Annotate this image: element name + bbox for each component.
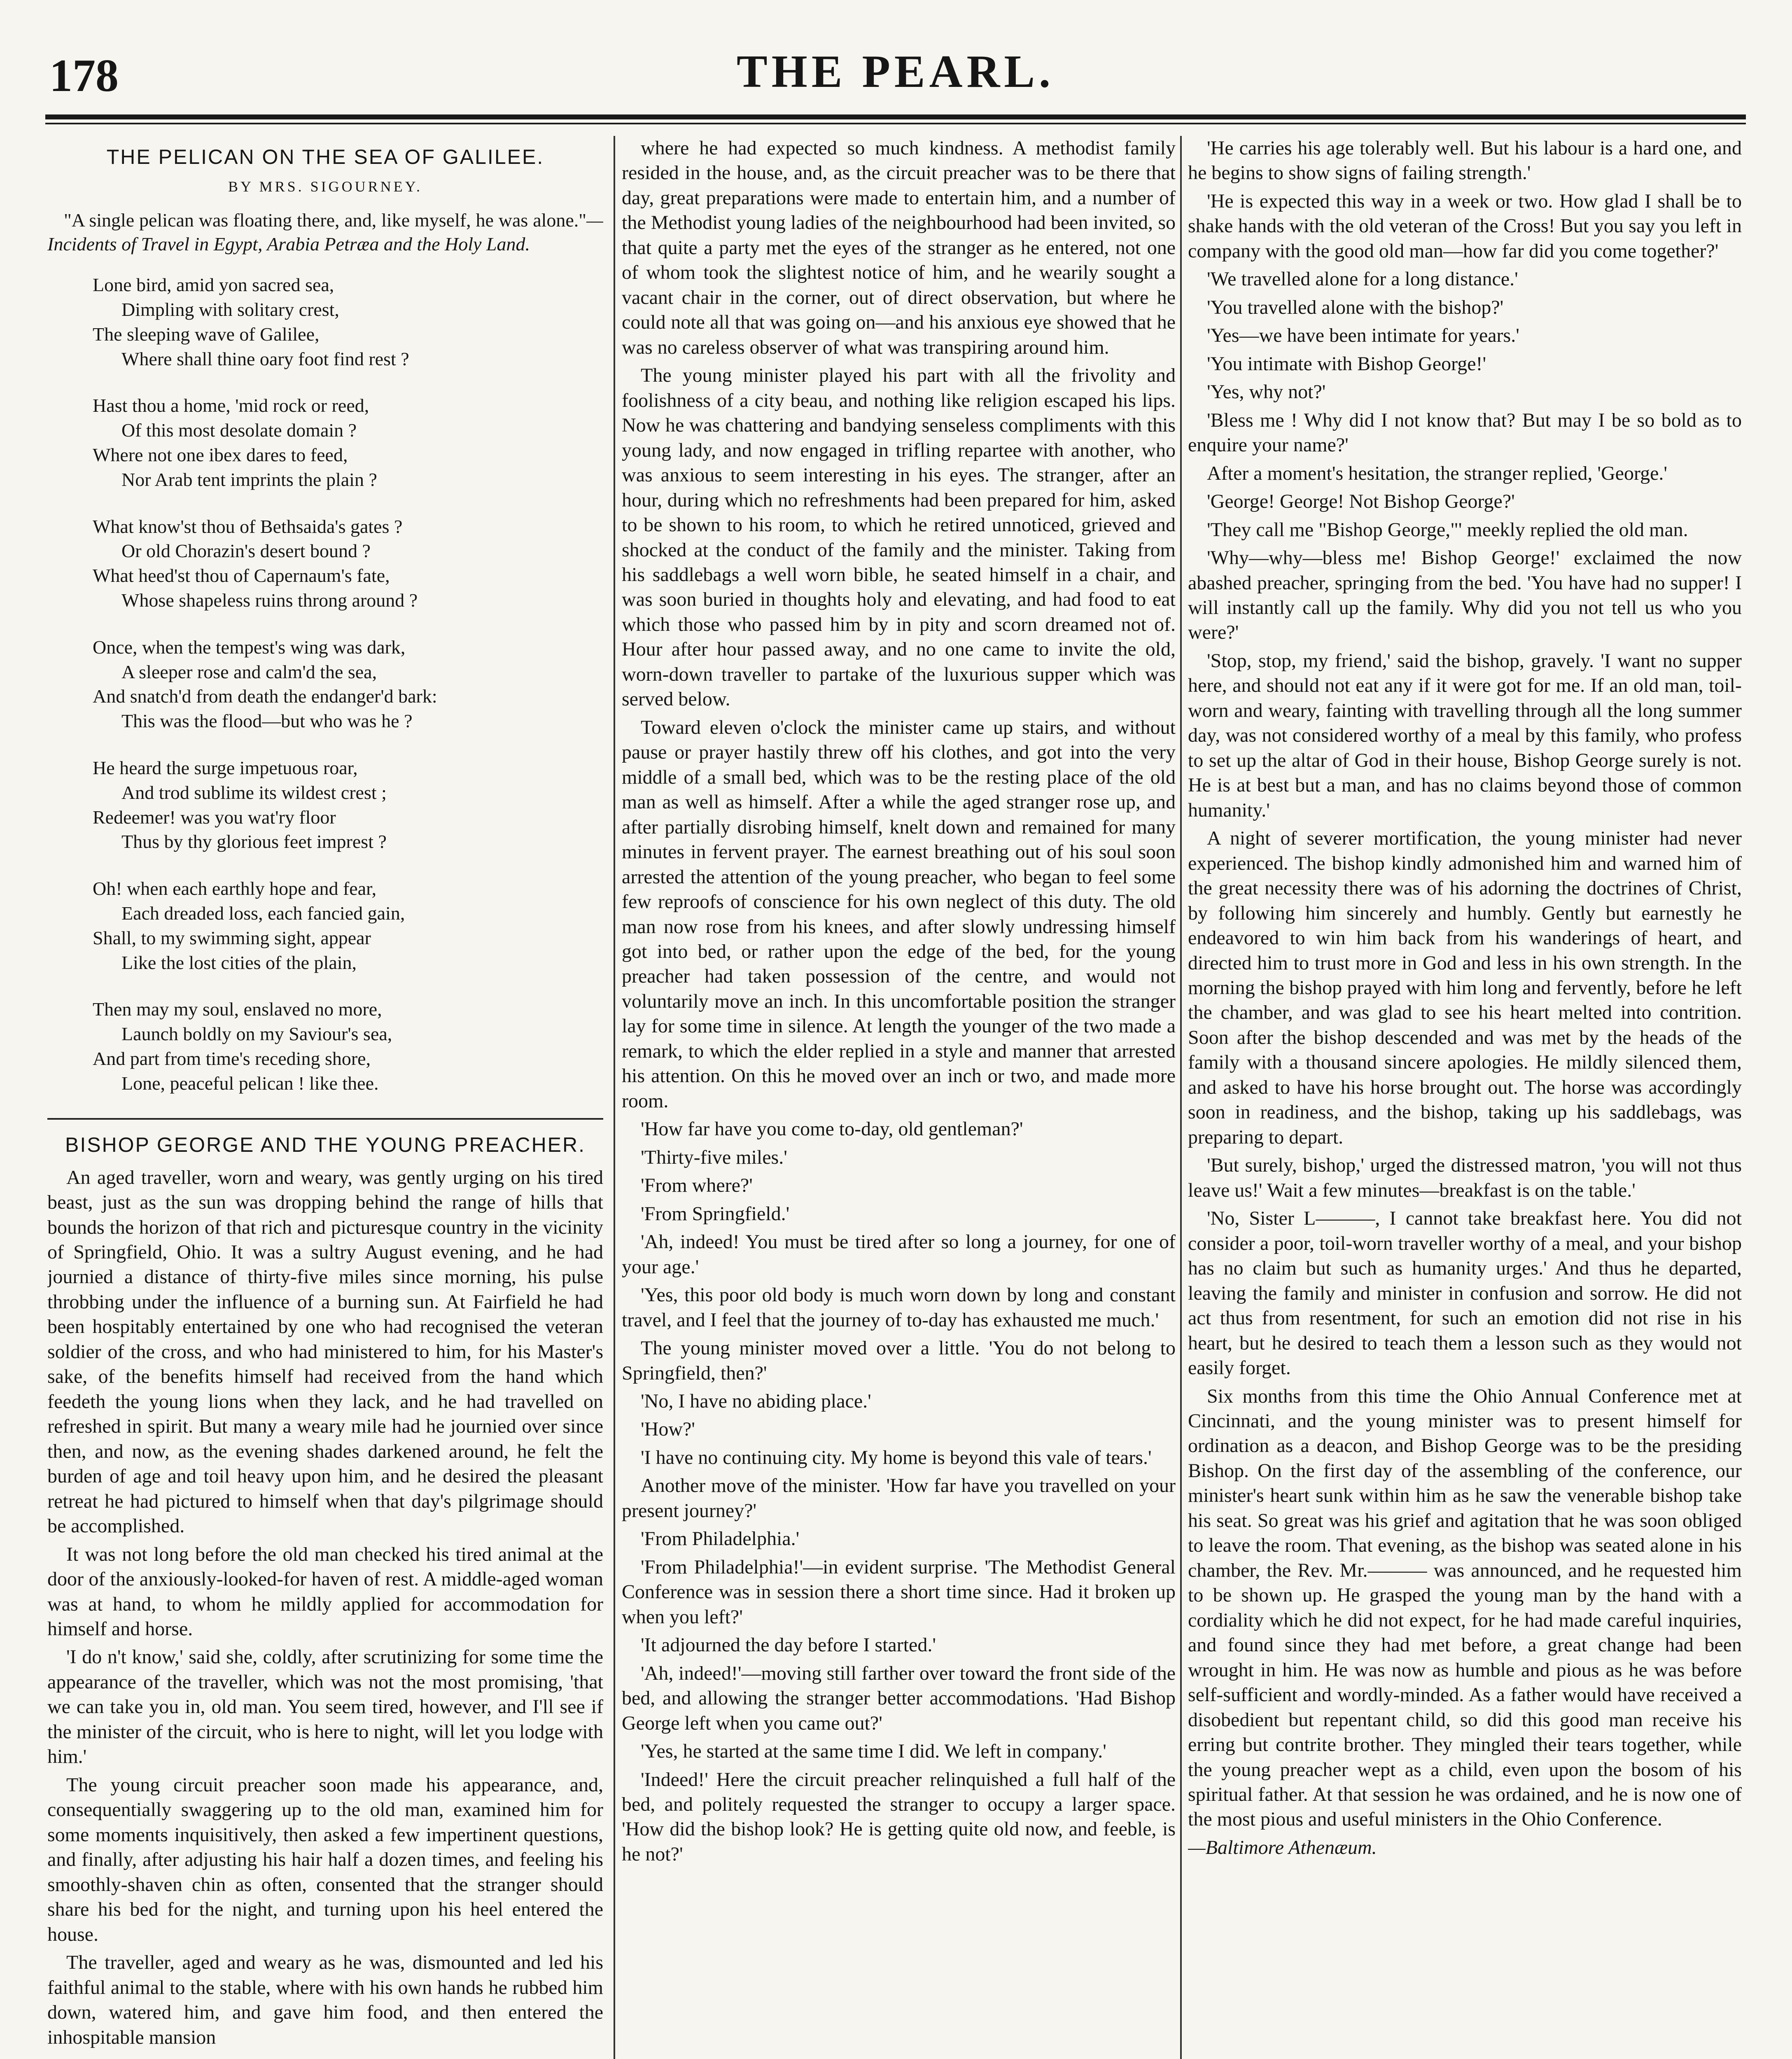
article-paragraph: 'Yes, he started at the same time I did. We left in company.'	[641, 1740, 1106, 1763]
article-body-col3	[1188, 136, 1742, 1860]
column-1	[47, 136, 603, 2059]
article-paragraph: 'They call me "Bishop George,"' meekly replied the old man.	[1207, 518, 1688, 541]
article-paragraph: 'From where?'	[641, 1174, 753, 1197]
epigraph-quote: "A single pelican was floating there, and, like myself, he was alone."	[64, 210, 587, 231]
article-paragraph: The young minister moved over a little. 'You do not belong to Springfield, then?'	[622, 1337, 1176, 1384]
article-paragraph: 'Bless me ! Why did I not know that? But may I be so bold as to enquire your name?'	[1188, 409, 1742, 456]
article-paragraph: Toward eleven o'clock the minister came up stairs, and without pause or prayer hastily threw off his clothes, and got into the very middle of a small bed, which was to be the resting place of the old man as well as himself. After a while the aged stranger rose up, and after partially disrobing himself, knelt down and remained for many minutes in fervent prayer. The earnest breathing out of his soul soon arrested the attention of the young preacher, who began to feel some few reproofs of conscience for his own neglect of this duty. The old man now rose from his knees, and after slowly undressing himself got into bed, or rather upon the edge of the bed, for the young preacher had taken possession of the centre, and would not voluntarily move an inch. In this uncomfortable position the stranger lay for some time in silence. At length the younger of the two made a remark, to which the elder replied in a style and manner that arrested his attention. On this he moved over an inch or two, and made more room.	[622, 716, 1176, 1112]
masthead-rule-thin	[45, 123, 1746, 124]
poem-line: The sleeping wave of Galilee,	[93, 323, 320, 345]
poem-epigraph	[47, 208, 603, 256]
article-paragraph: where he had expected so much kindness. A methodist family resided in the house, and, as the circuit preacher was to be there that day, great preparations were made to entertain him, and a number of the Methodist young ladies of the neighbourhood had been invited, so that quite a party met the eyes of the stranger as he entered, not one of whom took the slightest notice of him, and he wearily sought a vacant chair in the corner, out of direct observation, but where he could note all that was going on—and his anxious eye showed that he was no careless observer of what was transpiring around him.	[622, 137, 1176, 358]
journal-title: THE PEARL.	[736, 46, 1055, 97]
poem-stanza	[93, 876, 603, 975]
poem-line: Redeemer! was you wat'ry floor	[93, 806, 336, 828]
poem-line: Whose shapeless ruins throng around ?	[121, 590, 418, 611]
poem-line: Then may my soul, enslaved no more,	[93, 999, 382, 1020]
column-rule-left	[614, 136, 615, 2059]
article-paragraph: 'We travelled alone for a long distance.'	[1207, 268, 1518, 290]
article-paragraph: 'Yes—we have been intimate for years.'	[1207, 324, 1519, 347]
poem-line: And part from time's receding shore,	[93, 1048, 371, 1069]
section-divider	[47, 1118, 603, 1120]
article-paragraph: 'I do n't know,' said she, coldly, after scrutinizing for some time the appearance of the traveller, which was not the most promising, 'that we can take you in, old man. You seem tired, however, and I'll see if the minister of the circuit, who is here to night, will let you lodge with him.'	[47, 1646, 603, 1768]
article-paragraph: A night of severer mortification, the young minister had never experienced. The bishop kindly admonished him and warned him of the great necessity there was of his adorning the doctrines of Christ, by following him sincerely and humbly. Gently but earnestly he endeavored to win him back from his wanderings of heart, and directed him to trust more in God and less in his own strength. In the morning the bishop prayed with him long and fervently, before he left the chamber, and was glad to see his heart melted into contrition. Soon after the bishop descended and was met by the heads of the family with a thousand sincere apologies. He mildly silenced them, and asked to have his horse brought out. The horse was accordingly soon in readiness, and the bishop, taking up his saddlebags, was preparing to depart.	[1188, 827, 1742, 1148]
article-paragraph: 'How far have you come to-day, old gentleman?'	[641, 1118, 1023, 1140]
page-number: 178	[49, 50, 119, 101]
article-paragraph: 'You intimate with Bishop George!'	[1207, 353, 1486, 375]
poem-byline: BY MRS. SIGOURNEY.	[228, 178, 423, 195]
article-paragraph: An aged traveller, worn and weary, was gently urging on his tired beast, just as the sun was dropping behind the range of hills that bounds the horizon of that rich and picturesque country in the vicinity of Springfield, Ohio. It was a sultry August evening, and he had journied a distance of thirty-five miles since morning, his pulse throbbing under the influence of a burning sun. At Fairfield he had been hospitably entertained by one who had recognised the veteran soldier of the cross, and who had ministered to him, for his Master's sake, of the benefits himself had received from the hand which feedeth the young lions when they lack, and he had travelled on refreshed in spirit. But many a weary mile had he journied over since then, and now, as the evening shades darkened around, he felt the burden of age and toil heavy upon him, and he desired the pleasant retreat he had pictured to himself when that day's pilgrimage should be accomplished.	[47, 1166, 603, 1537]
poem-line: Dimpling with solitary crest,	[121, 299, 339, 320]
poem-line: Lone, peaceful pelican ! like thee.	[121, 1072, 379, 1094]
poem-title: THE PELICAN ON THE SEA OF GALILEE.	[106, 145, 544, 168]
poem-line: Shall, to my swimming sight, appear	[93, 927, 371, 948]
poem-line: And snatch'd from death the endanger'd bark:	[93, 686, 437, 707]
article-paragraph: 'Yes, this poor old body is much worn down by long and constant travel, and I feel that the journey of to-day has exhausted me much.'	[622, 1284, 1176, 1331]
article-paragraph: 'From Springfield.'	[641, 1202, 790, 1225]
column-rule-right	[1180, 136, 1182, 2059]
article-paragraph: 'Yes, why not?'	[1207, 381, 1326, 403]
article-paragraph: 'No, I have no abiding place.'	[641, 1390, 871, 1412]
poem-line: Thus by thy glorious feet imprest ?	[121, 831, 387, 852]
poem-line: What heed'st thou of Capernaum's fate,	[93, 565, 390, 586]
poem-line: Each dreaded loss, each fancied gain,	[121, 903, 405, 924]
poem-stanzas	[47, 273, 603, 1095]
article-paragraph: 'Ah, indeed! You must be tired after so long a journey, for one of your age.'	[622, 1231, 1176, 1278]
article-paragraph: Another move of the minister. 'How far have you travelled on your present journey?'	[622, 1475, 1176, 1522]
poem-stanza	[93, 393, 603, 492]
article-paragraph: After a moment's hesitation, the stranger replied, 'George.'	[1207, 462, 1668, 484]
article-paragraph: 'Why—why—bless me! Bishop George!' exclaimed the now abashed preacher, springing from the bed. 'You have had no supper! I will instantly call up the family. Why did you not tell us who you were?'	[1188, 547, 1742, 644]
article-paragraph: 'You travelled alone with the bishop?'	[1207, 296, 1504, 318]
article-paragraph: It was not long before the old man checked his tired animal at the door of the anxiously-looked-for haven of rest. A middle-aged woman was at hand, to whom he mildly applied for accommodation for himself and horse.	[47, 1543, 603, 1640]
poem-line: Nor Arab tent imprints the plain ?	[121, 469, 377, 490]
epigraph-source: —Incidents of Travel in Egypt, Arabia Petræa and the Holy Land.	[47, 210, 603, 255]
article-paragraph: Six months from this time the Ohio Annual Conference met at Cincinnati, and the young minister was to present himself for ordination as a deacon, and Bishop George was to be the presiding Bishop. On the first day of the assembling of the conference, our minister's heart sunk within him as he saw the venerable bishop take his seat. So great was his grief and agitation that he was soon obliged to leave the room. That evening, as the bishop was seated alone in his chamber, the Rev. Mr.——— was announced, and he requested him to be shown up. He grasped the young man by the hand with a cordiality which he did not expect, for he had made careful inquiries, and found since they had met before, a great change had been wrought in him. He was now as humble and pious as he was before self-sufficient and wordly-minded. As a father would have received a disobedient but repentant child, so did this good man receive his erring but contrite brother. They mingled their tears together, while the young preacher wept as a child, even upon the bosom of his spiritual father. At that session he was ordained, and he is now one of the most pious and useful ministers in the Ohio Conference.	[1188, 1385, 1742, 1830]
poem-line: Lone bird, amid yon sacred sea,	[93, 274, 334, 296]
poem-line: Where not one ibex dares to feed,	[93, 444, 348, 466]
article-paragraph: 'He carries his age tolerably well. But his labour is a hard one, and he begins to show signs of failing strength.'	[1188, 137, 1742, 184]
article-paragraph: 'How?'	[641, 1418, 695, 1440]
column-2	[622, 136, 1176, 2059]
article-title: BISHOP GEORGE AND THE YOUNG PREACHER.	[65, 1133, 586, 1156]
poem-line: Oh! when each earthly hope and fear,	[93, 878, 377, 899]
article-paragraph: 'No, Sister L———, I cannot take breakfast here. You did not consider a poor, toil-worn traveller worthy of a meal, and your bishop has no claim but such as humanity urges.' And thus he departed, leaving the family and minister in confusion and sorrow. He did not act thus from resentment, for such an emotion did not rise in his heart, but he desired to teach them a lesson such as they would not easily forget.	[1188, 1207, 1742, 1379]
poem-line: This was the flood—but who was he ?	[121, 710, 413, 732]
poem-stanza	[93, 273, 603, 371]
article-paragraph: 'It adjourned the day before I started.'	[641, 1634, 936, 1656]
article-paragraph: 'I have no continuing city. My home is beyond this vale of tears.'	[641, 1446, 1152, 1468]
poem-line: A sleeper rose and calm'd the sea,	[121, 661, 377, 682]
masthead-rule-thick	[45, 114, 1746, 119]
article-paragraph: The young minister played his part with all the frivolity and foolishness of a city beau, and nothing like religion escaped his lips. Now he was chattering and bandying senseless compliments with this young lady, and now engaged in trifling repartee with another, who was anxious to seem interesting in his eyes. The stranger, after an hour, during which no refreshments had been prepared for him, asked to be shown to his room, to which he retired unnoticed, grieved and shocked at the conduct of the family and the minister. Taking from his saddlebags a well worn bible, he seated himself in a chair, and was soon buried in thoughts holy and elevating, and had food to eat which those who passed him by in pity and scorn dreamed not of. Hour after hour passed away, and no one came to invite the old, worn-down traveller to partake of the luxurious supper which was served below.	[622, 364, 1176, 710]
article-paragraph: The traveller, aged and weary as he was, dismounted and led his faithful animal to the stable, where with his own hands he rubbed him down, watered him, and gave him food, and then entered the inhospitable mansion	[47, 1952, 603, 2048]
poem-stanza	[93, 635, 603, 733]
poem-line: Where shall thine oary foot find rest ?	[121, 348, 409, 369]
article-body-col1	[47, 1165, 603, 2050]
poem-stanza	[93, 756, 603, 854]
article-body-col2	[622, 136, 1176, 1867]
poem-line: Or old Chorazin's desert bound ?	[121, 540, 371, 562]
article-paragraph: 'But surely, bishop,' urged the distressed matron, 'you will not thus leave us!' Wait a few minutes—breakfast is on the table.'	[1188, 1154, 1742, 1201]
poem-line: Of this most desolate domain ?	[121, 420, 357, 441]
masthead	[45, 45, 1746, 111]
poem-stanza	[93, 997, 603, 1095]
article-paragraph: 'Thirty-five miles.'	[641, 1146, 787, 1168]
article-paragraph: The young circuit preacher soon made his appearance, and, consequentially swaggering up to the old man, examined him for some moments inquisitively, then asked a few impertinent questions, and finally, after adjusting his hair half a dozen times, and feeling his smoothly-shaven chin as often, consented that the stranger should share his bed for the night, and turning upon his heel entered the house.	[47, 1774, 603, 1945]
article-paragraph: 'George! George! Not Bishop George?'	[1207, 490, 1515, 513]
poem-line: He heard the surge impetuous roar,	[93, 757, 358, 779]
article-paragraph: 'He is expected this way in a week or two. How glad I shall be to shake hands with the old veteran of the Cross! But you say you left in company with the good old man—how far did you come together?'	[1188, 190, 1742, 262]
article-source: —Baltimore Athenæum.	[1188, 1836, 1377, 1858]
poem-line: What know'st thou of Bethsaida's gates ?	[93, 516, 403, 537]
poem-line: And trod sublime its wildest crest ;	[121, 782, 387, 803]
poem-line: Like the lost cities of the plain,	[121, 952, 357, 973]
poem-line: Launch boldly on my Saviour's sea,	[121, 1023, 392, 1045]
article-paragraph: 'Ah, indeed!'—moving still farther over toward the front side of the bed, and allowing the stranger better accommodations. 'Had Bishop George left when you came out?'	[622, 1662, 1176, 1734]
article-paragraph: 'From Philadelphia!'—in evident surprise. 'The Methodist General Conference was in session there a short time since. Had it broken up when you left?'	[622, 1556, 1176, 1628]
article-paragraph: 'From Philadelphia.'	[641, 1528, 800, 1550]
poem-line: Hast thou a home, 'mid rock or reed,	[93, 395, 369, 416]
poem-line: Once, when the tempest's wing was dark,	[93, 636, 406, 658]
column-3	[1188, 136, 1742, 2059]
poem-stanza	[93, 514, 603, 613]
article-paragraph: 'Stop, stop, my friend,' said the bishop, gravely. 'I want no supper here, and should not eat any if it were got for me. If an old man, toil-worn and weary, fainting with travelling through all the long summer day, was not considered worthy of a meal by this family, who profess to set up the altar of God in their house, Bishop George surely is not. He is at best but a man, and has no claims beyond those of common humanity.'	[1188, 649, 1742, 821]
article-paragraph: 'Indeed!' Here the circuit preacher relinquished a full half of the bed, and politely requested the stranger to occupy a larger space. 'How did the bishop look? He is getting quite old now, and feeble, is he not?'	[622, 1768, 1176, 1865]
